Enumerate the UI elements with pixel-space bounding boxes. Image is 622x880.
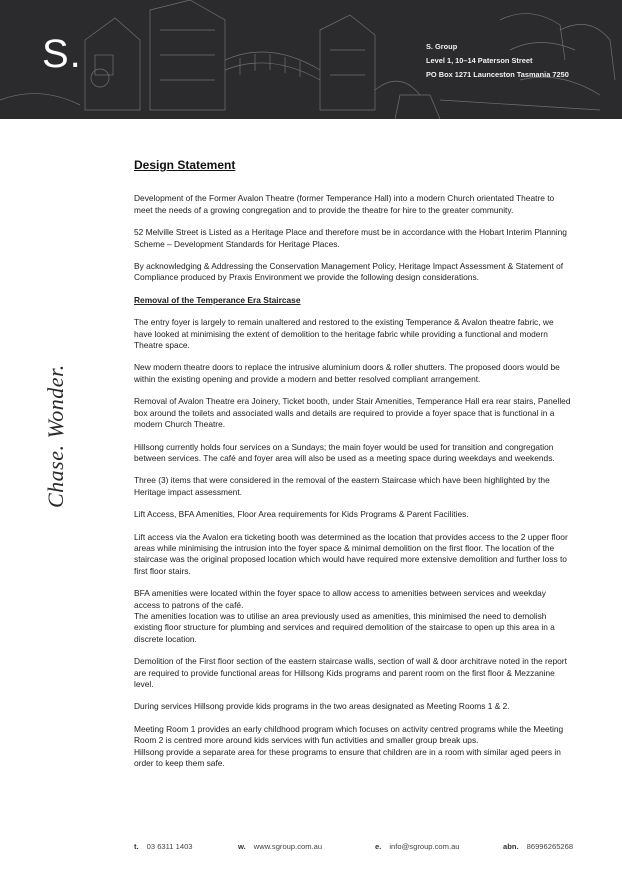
paragraph: Hillsong currently holds four services on a Sundays; the main foyer would be used for transition and congregation between services. The café and foyer area will also be used as a meeting space during weekdays and weekends. [134,441,555,463]
company-address [426,40,569,82]
letterhead-footer [134,842,594,854]
footer-email[interactable] [375,842,460,851]
email-link[interactable]: info@sgroup.com.au [389,842,460,851]
paragraph: Three (3) items that were considered in the removal of the eastern Staircase which have been highlighted by the Heritage impact assessment. [134,475,550,497]
web-label: w. [238,842,246,851]
paragraph: New modern theatre doors to replace the intrusive aluminium doors & roller shutters. The proposed doors would be within the existing opening and provide a modern and better resolved compliant arrangement. [134,362,560,384]
paragraph: Development of the Former Avalon Theatre (former Temperance Hall) into a modern Church orientated Theatre to meet the needs of a growing congregation and to provide the theatre for hire to the greater community. [134,193,555,215]
paragraph: The entry foyer is largely to remain unaltered and restored to the existing Temperance & Avalon theatre fabric, we have looked at minimising the extent of demolition to the heritage fabric while providing a functional and modern Theatre space. [134,317,554,351]
abn-number: 86996265268 [526,842,574,851]
footer-abn [503,842,573,851]
paragraph: Lift Access, BFA Amenities, Floor Area requirements for Kids Programs & Parent Facilities. [134,509,469,520]
section-heading: Removal of the Temperance Era Staircase [134,294,301,305]
company-logo: S. [42,32,82,76]
paragraph: Meeting Room 1 provides an early childhood program which focuses on activity centred programs while the Meeting Room 2 is centred more around kids services with fun activities and smaller group break ups. [134,723,564,746]
footer-phone [134,842,193,851]
paragraph: 52 Melville Street is Listed as a Heritage Place and therefore must be in accordance with the Hobart Interim Planning Scheme – Development Standards for Heritage Places. [134,227,567,249]
paragraph: BFA amenities were located within the foyer space to allow access to amenities between services and weekday access to patrons of the café. [134,588,546,610]
footer-web[interactable] [238,842,322,851]
paragraph: Removal of Avalon Theatre era Joinery, Ticket booth, under Stair Amenities, Temperance Hall era rear stairs, Panelled box around the toilets and associated walls and details are required to provide a foyer space that is functional in a modern Church Theatre. [134,396,571,430]
email-label: e. [375,842,382,851]
paragraph: By acknowledging & Addressing the Conservation Management Policy, Heritage Impact Assessment & Statement of Compliance produced by Praxis Environment we provide the following design considerations. [134,261,564,283]
paragraph: The amenities location was to utilise an area previously used as amenities, this minimised the need to demolish existing floor structure for plumbing and services and required demolition of the staircase to open up this area in a discrete location. [134,610,555,644]
letterhead-banner [0,0,622,119]
paragraph: Hillsong provide a separate area for these programs to ensure that children are in a room with similar aged peers in order to keep them safe. [134,746,561,769]
vertical-tagline: Chase. Wonder. [43,364,68,508]
company-name: S. Group [426,42,458,51]
paragraph: During services Hillsong provide kids programs in the two areas designated as Meeting Rooms 1 & 2. [134,701,510,712]
document-body [134,160,574,780]
website-link[interactable]: www.sgroup.com.au [253,842,323,851]
document-title: Design Statement [134,158,236,172]
phone-number: 03 6311 1403 [146,842,193,851]
phone-label: t. [134,842,139,851]
paragraph: Lift access via the Avalon era ticketing booth was determined as the location that provides access to the 2 upper floor areas while minimising the intrusion into the foyer space & minimal demolition on the first floor. The location of the staircase was the original proposed location which would have required more extensive demolition and further loss to first floor stairs. [134,531,568,576]
paragraph: Demolition of the First floor section of the eastern staircase walls, section of wall & door architrave noted in the report are required to provide functional areas for Hillsong Kids programs and parent room on the first floor & Mezzanine level. [134,656,567,689]
address-line-1: Level 1, 10–14 Paterson Street [426,56,533,65]
abn-label: abn. [503,842,519,851]
address-line-2: PO Box 1271 Launceston Tasmania 7250 [426,70,569,79]
